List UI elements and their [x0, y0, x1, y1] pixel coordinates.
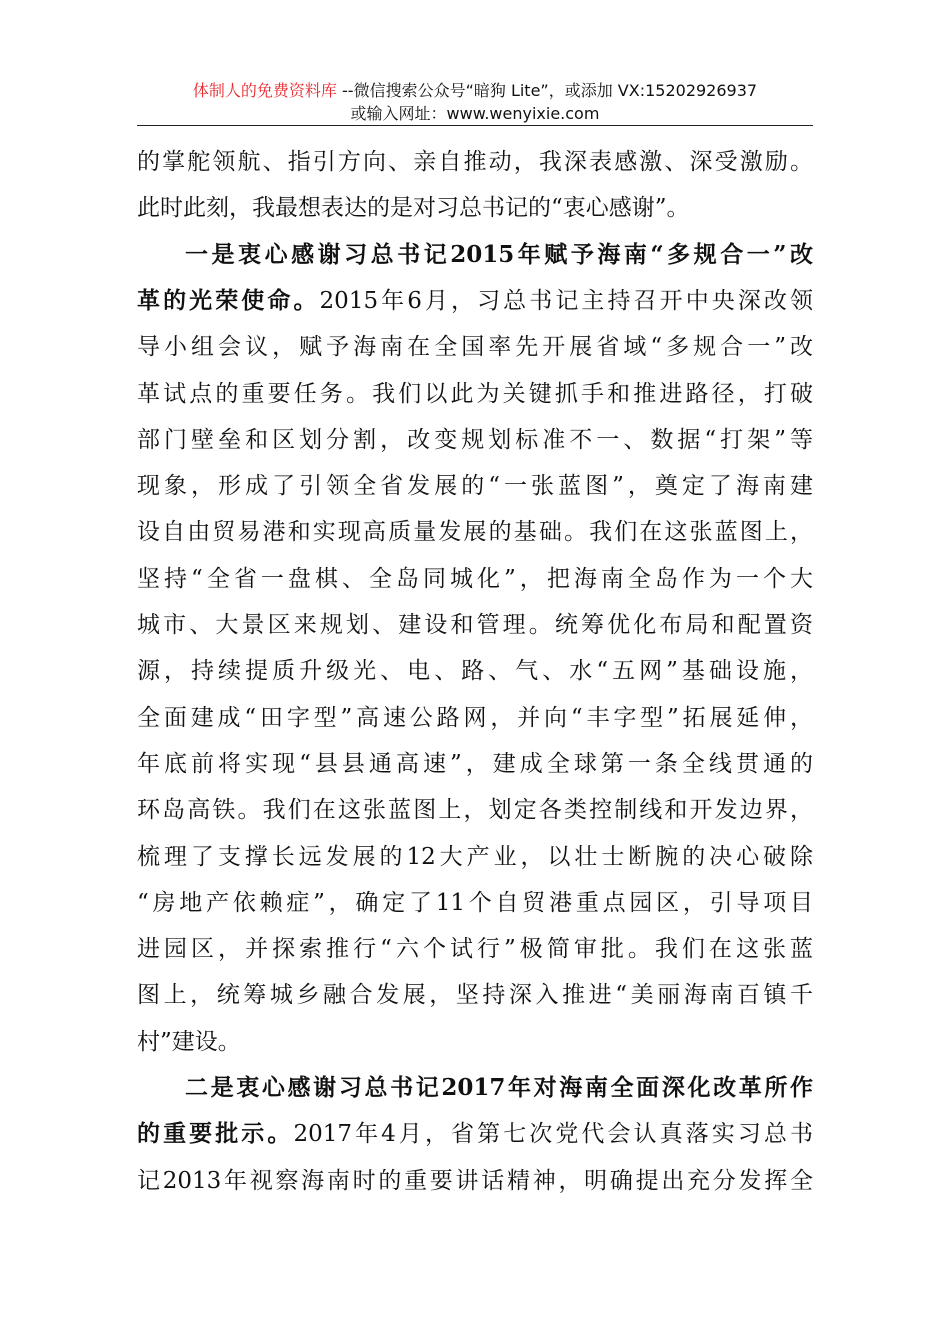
paragraph-text: 全面建成“田字型”高速公路网，并向“丰字型”拓展延伸，	[137, 704, 813, 731]
text-line	[137, 610, 813, 640]
text-line	[137, 1027, 813, 1057]
text-line	[137, 934, 813, 964]
text-line	[137, 517, 813, 547]
paragraph-text: 进园区，并探索推行“六个试行”极简审批。我们在这张蓝	[137, 936, 813, 963]
text-line	[137, 286, 813, 316]
paragraph-text: 村”建设。	[137, 1028, 241, 1055]
text-line	[137, 564, 813, 594]
paragraph-text: 2017年4月，省第七次党代会认真落实习总书	[293, 1121, 814, 1148]
paragraph-text: 2015年6月，习总书记主持召开中央深改领	[319, 287, 814, 314]
header-contact: --微信搜索公众号“暗狗 Lite”，或添加 VX:15202926937	[336, 81, 758, 100]
bold-heading-text: 的重要批示。	[137, 1120, 294, 1148]
text-line	[137, 749, 813, 779]
paragraph-text: 记2013年视察海南时的重要讲话精神，明确提出充分发挥全	[137, 1167, 813, 1194]
paragraph-text: 的掌舵领航、指引方向、亲自推动，我深表感激、深受激励。	[137, 149, 813, 175]
text-line	[137, 425, 813, 455]
paragraph-text: “房地产依赖症”，确定了11个自贸港重点园区，引导项目	[137, 889, 813, 916]
header-website: 或输入网址：www.wenyixie.com	[350, 104, 600, 123]
text-line	[137, 795, 813, 825]
text-line	[137, 332, 813, 362]
paragraph-text: 源，持续提质升级光、电、路、气、水“五网”基础设施，	[137, 658, 813, 685]
text-line	[137, 842, 813, 872]
paragraph-text: 年底前将实现“县县通高速”，建成全球第一条全线贯通的	[137, 750, 813, 777]
paragraph-text: 环岛高铁。我们在这张蓝图上，划定各类控制线和开发边界，	[137, 797, 813, 824]
text-line	[137, 1073, 813, 1103]
paragraph-text: 部门壁垒和区划分割，改变规划标准不一、数据“打架”等	[137, 426, 813, 453]
watermark-header-line-1	[0, 81, 950, 101]
text-line	[137, 193, 813, 223]
text-line	[137, 888, 813, 918]
paragraph-text: 导小组会议，赋予海南在全国率先开展省域“多规合一”改	[137, 334, 813, 361]
text-line	[137, 656, 813, 686]
text-line	[137, 703, 813, 733]
text-line	[137, 980, 813, 1010]
text-line	[137, 240, 813, 270]
paragraph-text: 城市、大景区来规划、建设和管理。统筹优化布局和配置资	[137, 612, 813, 638]
bold-heading-text: 革的光荣使命。	[137, 286, 320, 314]
text-line	[137, 471, 813, 501]
brand-name: 体制人的免费资料库	[192, 81, 337, 100]
text-line	[137, 1166, 813, 1196]
paragraph-text: 坚持“全省一盘棋、全岛同城化”，把海南全岛作为一个大	[137, 565, 813, 592]
paragraph-text: 现象，形成了引领全省发展的“一张蓝图”，奠定了海南建	[137, 473, 813, 500]
header-divider	[137, 125, 813, 126]
paragraph-text: 革试点的重要任务。我们以此为关键抓手和推进路径，打破	[137, 380, 813, 407]
paragraph-text: 梳理了支撑长远发展的12大产业，以壮士断腕的决心破除	[137, 843, 813, 870]
paragraph-text: 设自由贸易港和实现高质量发展的基础。我们在这张蓝图上，	[137, 519, 813, 546]
paragraph-text: 图上，统筹城乡融合发展，坚持深入推进“美丽海南百镇千	[137, 982, 813, 1009]
text-line	[137, 379, 813, 409]
bold-heading-text: 一是衷心感谢习总书记2015年赋予海南“多规合一”改	[185, 240, 813, 268]
bold-heading-text: 二是衷心感谢习总书记2017年对海南全面深化改革所作	[185, 1074, 813, 1101]
paragraph-text: 此时此刻，我最想表达的是对习总书记的“衷心感谢”。	[137, 195, 690, 222]
text-line	[137, 1119, 813, 1149]
text-line	[137, 147, 813, 177]
